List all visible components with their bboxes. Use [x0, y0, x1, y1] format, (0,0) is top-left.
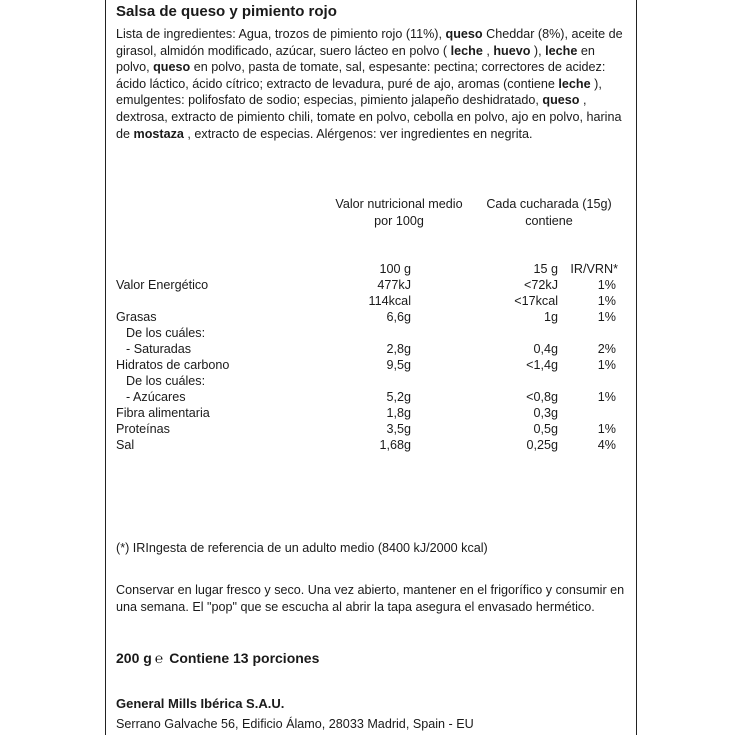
- footnote: (*) IRIngesta de referencia de un adulto medio (8400 kJ/2000 kcal): [116, 541, 488, 555]
- nutrition-row: [106, 421, 636, 437]
- value-per-100g: 9,5g: [386, 358, 411, 372]
- value-per-serving: 0,4g: [533, 342, 558, 356]
- allergen-text: leche: [558, 76, 591, 91]
- nutrient-name: Grasas: [116, 310, 157, 324]
- ingredient-text: ,: [482, 43, 494, 58]
- nutrient-name: Hidratos de carbono: [116, 358, 230, 372]
- value-per-100g: 6,6g: [386, 310, 411, 324]
- value-ir-vrn: 2%: [597, 342, 616, 356]
- nutrient-name: Proteínas: [116, 422, 170, 436]
- company-name: General Mills Ibérica S.A.U.: [116, 696, 285, 711]
- ingredient-text: en polvo,: [116, 43, 595, 75]
- ingredient-text: en polvo, pasta de tomate, sal, espesante: pectina; correctores de acidez: ácido láctico, ácido cítrico; extracto de levadura, puré de ajo, aromas (contiene: [116, 60, 606, 91]
- value-per-100g: 2,8g: [386, 342, 411, 356]
- allergen-text: queso: [445, 27, 483, 41]
- nutrient-name: - Azúcares: [126, 390, 186, 404]
- company-address: Serrano Galvache 56, Edificio Álamo, 28033 Madrid, Spain - EU: [116, 717, 474, 731]
- value-per-serving: <1,4g: [526, 358, 558, 372]
- nutrition-row: [106, 293, 636, 309]
- storage-instructions: Conservar en lugar fresco y seco. Una vez abierto, mantener en el frigorífico y consumir en una semana. El "pop" que se escucha al abrir la tapa asegura el envasado hermético.: [116, 583, 625, 614]
- value-ir-vrn: 1%: [597, 358, 616, 372]
- allergen-text: huevo: [493, 43, 531, 58]
- column-units-row: [106, 261, 636, 277]
- value-per-100g: 1,8g: [386, 406, 411, 420]
- nutrient-name: Sal: [116, 438, 135, 452]
- ingredient-text: Lista de ingredientes: Agua, trozos de pimiento rojo (11%),: [116, 27, 446, 41]
- value-per-100g: 5,2g: [386, 390, 411, 404]
- net-weight: 200 g: [116, 650, 152, 666]
- col-15g: 15 g: [533, 262, 558, 276]
- value-ir-vrn: 1%: [597, 294, 616, 308]
- header-per-serving-line1: Cada cucharada (15g): [486, 197, 612, 211]
- nutrition-label: [105, 0, 637, 735]
- ingredient-text: , extracto de especias. Alérgenos: ver ingredientes en negrita.: [183, 126, 533, 141]
- nutrition-row: [106, 405, 636, 421]
- estimated-sign: ℮: [154, 650, 164, 666]
- header-per-serving: [474, 196, 624, 229]
- allergen-text: queso: [153, 60, 191, 75]
- col-100g: 100 g: [379, 262, 411, 276]
- header-per-serving-line2: contiene: [525, 213, 573, 228]
- allergen-text: queso: [542, 93, 580, 108]
- portions: Contiene 13 porciones: [169, 650, 320, 666]
- nutrient-name: - Saturadas: [126, 342, 192, 356]
- nutrient-name: Valor Energético: [116, 278, 209, 292]
- value-per-100g: 477kJ: [377, 278, 411, 292]
- value-per-serving: <0,8g: [526, 390, 558, 404]
- value-per-serving: <17kcal: [514, 294, 558, 308]
- col-ir-vrn: IR/VRN*: [570, 262, 618, 276]
- nutrition-row: [106, 341, 636, 357]
- allergen-text: leche: [450, 43, 483, 58]
- net-weight-line: [116, 650, 319, 668]
- header-per-100g-line2: por 100g: [374, 213, 424, 228]
- value-per-serving: 0,3g: [533, 406, 558, 420]
- ingredient-text: , dextrosa, extracto de pimiento chili, tomate en polvo, cebolla en polvo, ajo en polvo, harina de: [116, 93, 622, 141]
- nutrition-row: [106, 389, 636, 405]
- header-per-100g: [324, 196, 474, 229]
- ingredient-text: Cheddar (8%), aceite de girasol, almidón modificado, azúcar, suero lácteo en polvo (: [116, 27, 623, 58]
- value-per-serving: 1g: [543, 310, 558, 324]
- value-per-100g: 1,68g: [379, 438, 411, 452]
- nutrient-name: De los cuáles:: [126, 326, 206, 340]
- value-ir-vrn: 1%: [597, 278, 616, 292]
- value-per-100g: 3,5g: [386, 422, 411, 436]
- value-per-serving: <72kJ: [524, 278, 558, 292]
- ingredient-text: ),: [530, 43, 546, 58]
- nutrition-row: [106, 373, 636, 389]
- value-ir-vrn: 1%: [597, 422, 616, 436]
- value-ir-vrn: 1%: [597, 390, 616, 404]
- value-per-serving: 0,25g: [526, 438, 558, 452]
- ingredients-list: [116, 26, 626, 142]
- nutrient-name: Fibra alimentaria: [116, 406, 210, 420]
- nutrition-row: [106, 309, 636, 325]
- nutrition-row: [106, 277, 636, 293]
- nutrition-row: [106, 437, 636, 453]
- ingredient-text: ), emulgentes: polifosfato de sodio; especias, pimiento jalapeño deshidratado,: [116, 76, 602, 108]
- nutrient-name: De los cuáles:: [126, 374, 206, 388]
- value-per-100g: 114kcal: [368, 294, 411, 308]
- header-per-100g-line1: Valor nutricional medio: [335, 197, 463, 211]
- allergen-text: mostaza: [133, 126, 184, 141]
- product-title: Salsa de queso y pimiento rojo: [116, 3, 337, 20]
- allergen-text: leche: [545, 43, 578, 58]
- value-ir-vrn: 4%: [597, 438, 616, 452]
- value-per-serving: 0,5g: [533, 422, 558, 436]
- value-ir-vrn: 1%: [597, 310, 616, 324]
- nutrition-row: [106, 325, 636, 341]
- nutrition-row: [106, 357, 636, 373]
